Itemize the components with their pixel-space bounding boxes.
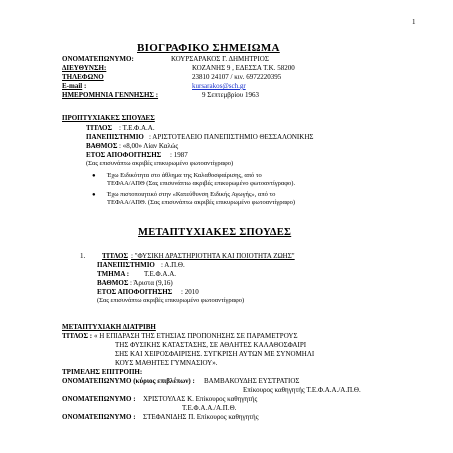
postgrad-department-label: ΤΜΗΜΑ : — [97, 270, 130, 278]
postgrad-title-label: ΤΙΤΛΟΣ — [102, 252, 129, 260]
undergrad-year-label: ΕΤΟΣ ΑΠΟΦΟΙΤΗΣΗΣ — [86, 151, 162, 159]
postgrad-grade-value: : Άριστα (9,16) — [130, 279, 173, 287]
undergrad-bullet-2-line2: ΤΕΦΑΑ/ΑΠΘ. (Σας επισυνάπτω ακριβές επικυρωμένο φωτοαντίγραφο) — [107, 199, 296, 206]
birthdate-value: 9 Σεπτεμβρίου 1963 — [202, 91, 259, 99]
thesis-title-line4: ΚΟΥΣ ΜΑΘΗΤΕΣ ΓΥΜΝΑΣΙΟΥ». — [115, 359, 218, 367]
member3-label: ΟΝΟΜΑΤΕΠΩΝΥΜΟ : — [62, 413, 136, 421]
phone-label: ΤΗΛΕΦΩΝΟ — [62, 73, 104, 81]
thesis-heading: ΜΕΤΑΠΤΥΧΙΑΚΗ ΔΙΑΤΡΙΒΗ — [62, 323, 156, 331]
bullet-icon: ● — [92, 173, 96, 179]
undergrad-university-value: : ΑΡΙΣΤΟΤΕΛΕΙΟ ΠΑΝΕΠΙΣΤΗΜΙΟ ΘΕΣΣΑΛΟΝΙΚΗΣ — [149, 133, 314, 141]
birthdate-label: ΗΜΕΡΟΜΗΝΙΑ ΓΕΝΝΗΣΗΣ : — [62, 91, 159, 99]
member2-label: ΟΝΟΜΑΤΕΠΩΝΥΜΟ : — [62, 395, 136, 403]
postgrad-university-value: : Α.Π.Θ. — [161, 261, 185, 269]
member3-name: ΣΤΕΦΑΝΙΔΗΣ Π. Επίκουρος καθηγητής — [143, 413, 259, 421]
postgrad-university-label: ΠΑΝΕΠΙΣΤΗΜΙΟ — [97, 261, 155, 269]
committee-label: ΤΡΙΜΕΛΗΣ ΕΠΙΤΡΟΠΗ: — [62, 368, 143, 376]
thesis-title-line2: ΤΗΣ ΦΥΣΙΚΗΣ ΚΑΤΑΣΤΑΣΗΣ, ΣΕ ΑΘΛΗΤΕΣ ΚΑΛΑΘΟΣΦΑΙΡΙ — [115, 341, 307, 349]
address-value: ΚΟΖΑΝΗΣ 9 , ΕΔΕΣΣΑ Τ.Κ. 58200 — [192, 64, 295, 72]
phone-value: 23810 24107 / κιν. 6972220395 — [192, 73, 282, 81]
undergrad-title-value: : Τ.Ε.Φ.Α.Α. — [119, 124, 155, 132]
postgrad-year-label: ΕΤΟΣ ΑΠΟΦΟΙΤΗΣΗΣ — [97, 288, 173, 296]
member1-label: ΟΝΟΜΑΤΕΠΩΝΥΜΟ (κύριος επιβλέπων) : — [62, 377, 195, 385]
undergrad-grade-label: ΒΑΘΜΟΣ — [86, 142, 118, 150]
postgrad-department-value: Τ.Ε.Φ.Α.Α. — [144, 270, 177, 278]
thesis-title-label: ΤΙΤΛΟΣ : — [62, 332, 93, 340]
name-value: ΚΟΥΡΣΑΡΑΚΟΣ Γ. ΔΗΜΗΤΡΙΟΣ — [171, 55, 269, 63]
undergrad-grade-value: : «8,00» Λίαν Καλώς — [119, 142, 179, 150]
undergrad-note: (Σας επισυνάπτω ακριβές επικυρωμένο φωτοαντίγραφο) — [86, 160, 234, 167]
member2-role: Τ.Ε.Φ.Α.Α./Α.Π.Θ. — [182, 404, 237, 412]
postgrad-note: (Σας επισυνάπτω ακριβές επικυρωμένο φωτοαντίγραφο) — [97, 297, 245, 304]
member1-role: Επίκουρος καθηγητής Τ.Ε.Φ.Α.Α./Α.Π.Θ. — [243, 386, 361, 394]
undergrad-year-value: : 1987 — [170, 151, 188, 159]
name-label: ΟΝΟΜΑΤΕΠΩΝΥΜΟ: — [62, 55, 134, 63]
member2-name: ΧΡΙΣΤΟΥΛΑΣ Κ. Επίκουρος καθηγητής — [143, 395, 258, 403]
postgrad-heading: ΜΕΤΑΠΤΥΧΙΑΚΕΣ ΣΠΟΥΔΕΣ — [138, 227, 292, 238]
address-label: ΔΙΕΥΘΥΝΣΗ: — [62, 64, 107, 72]
undergrad-bullet-1-line1: Έχω Ειδικότητα στο άθλημα της Καλαθοσφαίρισης, από το — [107, 172, 262, 179]
email-link[interactable]: kursarakos@sch.gr — [192, 82, 246, 90]
undergrad-bullet-1-line2: ΤΕΦΑΑ/ΑΠΘ (Σας επισυνάπτω ακριβές επικυρωμένο φωτοαντίγραφο). — [107, 180, 296, 187]
thesis-title-line1: « Η ΕΠΙΔΡΑΣΗ ΤΗΣ ΕΤΗΣΙΑΣ ΠΡΟΠΟΝΗΣΗΣ ΣΕ ΠΑΡΑΜΕΤΡΟΥΣ — [94, 332, 298, 340]
postgrad-year-value: : 2010 — [181, 288, 199, 296]
postgrad-title-value: : "ΦΥΣΙΚΗ ΔΡΑΣΤΗΡΙΟΤΗΤΑ ΚΑΙ ΠΟΙΟΤΗΤΑ ΖΩΗΣ" — [131, 252, 295, 260]
email-label-text: E-mail — [62, 82, 83, 90]
undergrad-title-label: ΤΙΤΛΟΣ — [86, 124, 113, 132]
member1-name: ΒΑΜΒΑΚΟΥΔΗΣ ΕΥΣΤΡΑΤΙΟΣ — [204, 377, 300, 385]
postgrad-grade-label: ΒΑΘΜΟΣ — [97, 279, 129, 287]
document-title: ΒΙΟΓΡΑΦΙΚΟ ΣΗΜΕΙΩΜΑ — [137, 42, 280, 54]
undergrad-bullet-2-line1: Έχω πιστοποιητικό στην «Κατεύθυνση Ειδικής Αγωγής», από το — [107, 191, 276, 198]
email-label: E-mail : — [62, 82, 87, 90]
undergrad-heading: ΠΡΟΠΤΥΧΙΑΚΕΣ ΣΠΟΥΔΕΣ — [62, 114, 155, 122]
bullet-icon: ● — [92, 192, 96, 198]
thesis-title-line3: ΣΗΣ ΚΑΙ ΧΕΙΡΟΣΦΑΙΡΙΣΗΣ. ΣΥΓΚΡΙΣΗ ΑΥΤΩΝ ΜΕ ΣΥΝΟΜΗΛΙ — [115, 350, 315, 358]
undergrad-university-label: ΠΑΝΕΠΙΣΤΗΜΙΟ — [86, 133, 144, 141]
postgrad-number: 1. — [80, 252, 86, 260]
page-number: 1 — [412, 18, 416, 26]
